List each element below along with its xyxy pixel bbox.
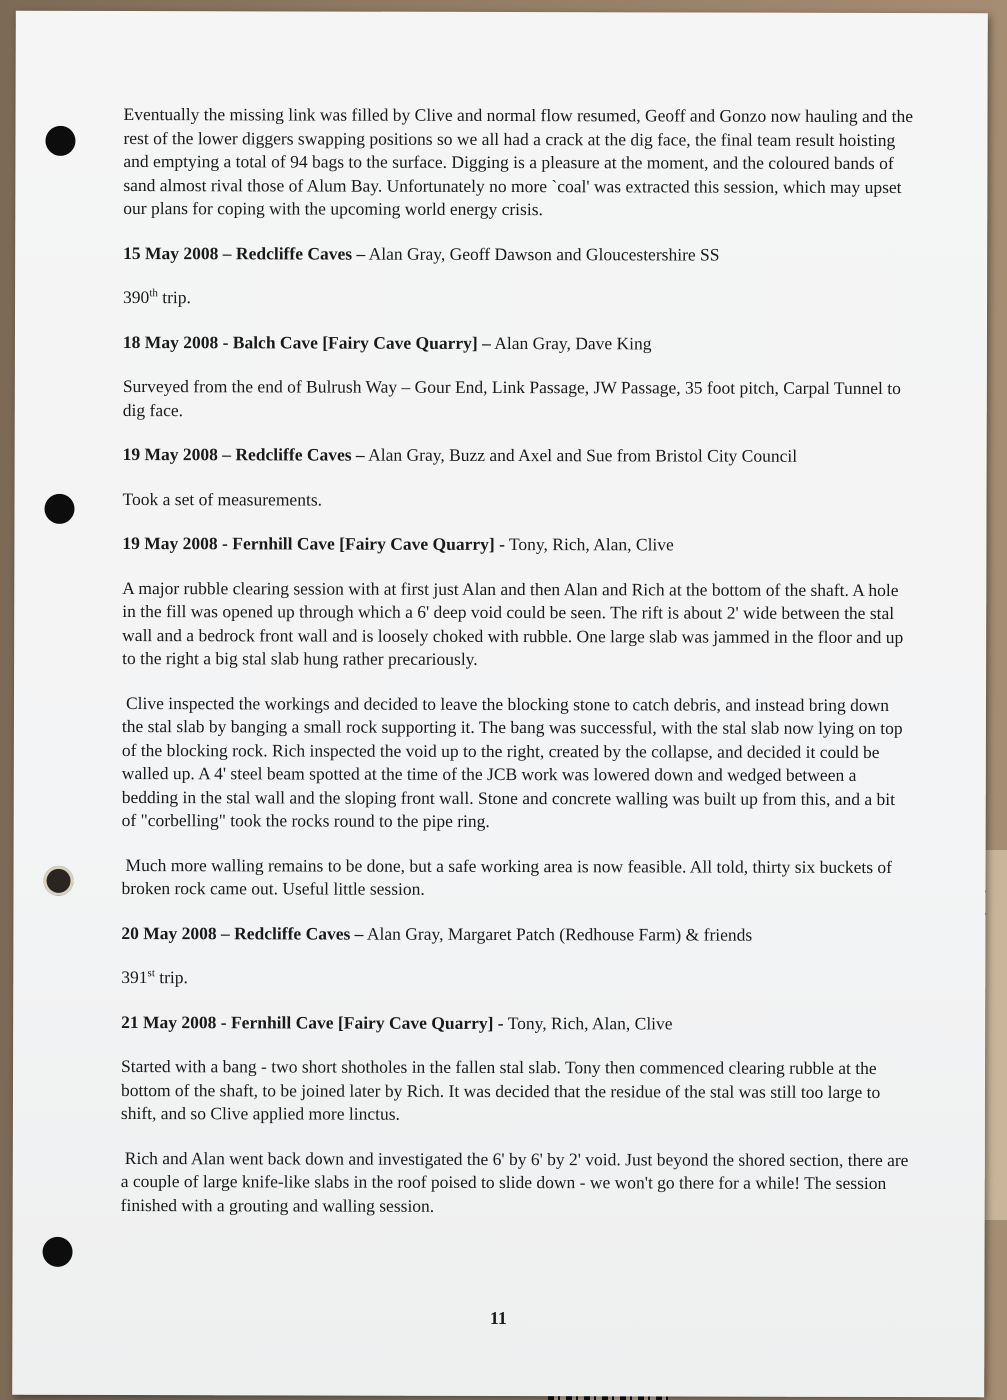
trip-number: 390	[123, 287, 150, 308]
entry-heading-bold: 21 May 2008 - Fernhill Cave [Fairy Cave Quarry] -	[121, 1011, 504, 1033]
ordinal-suffix: st	[147, 967, 155, 980]
paragraph: Started with a bang - two short shotholes in the fallen stal slab. Tony then commenced clearing rubble at the bottom of the shaft, to be joined later by Rich. It was decided that the residue of the stal was still too large to shift, and so Clive applied more linctus.	[120, 1056, 881, 1124]
paragraph: Rich and Alan went back down and investigated the 6' by 6' by 2' void. Just beyond the shored section, there are a couple of large knife-like slabs in the roof poised to slide down - we won't go there for a while! The session finished with a grouting and walling session.	[120, 1147, 909, 1216]
punch-hole	[43, 866, 73, 896]
document-body	[121, 103, 914, 1240]
ordinal-suffix: th	[149, 287, 158, 300]
entry-heading	[121, 1011, 911, 1037]
document-page	[12, 11, 988, 1398]
trip-word: trip.	[154, 967, 188, 988]
entry-heading-bold: 19 May 2008 - Fernhill Cave [Fairy Cave Quarry] -	[122, 533, 505, 555]
paragraph: Took a set of measurements.	[122, 488, 323, 510]
paragraph: Clive inspected the workings and decided to leave the blocking stone to catch debris, and instead bring down the stal slab by banging a small rock supporting it. The bang was successful, with the stal slab now lying on top of the blocking rock. Rich inspected the void up to the right, created by the collapse, and decided it could be walled up. A 4' steel beam spotted at the time of the JCB work was lowered down and wedged between a bedding in the stal wall and the sloping front wall. Stone and concrete walling was built up from this, and a bit of "corbelling" took the rocks round to the pipe ring.	[121, 692, 903, 831]
entry-heading	[122, 532, 912, 558]
trip-count	[121, 966, 911, 992]
trip-word: trip.	[157, 287, 191, 308]
entry-heading-people: Alan Gray, Dave King	[490, 332, 652, 353]
entry-heading	[123, 331, 913, 357]
entry-heading-bold: 20 May 2008 – Redcliffe Caves –	[121, 922, 364, 944]
punch-hole	[44, 494, 74, 524]
paragraph: Eventually the missing link was filled by Clive and normal flow resumed, Geoff and Gonzo now hauling and the rest of the lower diggers swapping positions so we all had a crack at the dig face, the final team result hoisting and emptying a total of 94 bags to the surface. Digging is a pleasure at the moment, and the coloured bands of sand almost rival those of Alum Bay. Unfortunately no more `coal' was extracted this session, which may upset our plans for coping with the upcoming world energy crisis.	[123, 104, 914, 220]
entry-heading-people: Alan Gray, Buzz and Axel and Sue from Bristol City Council	[364, 444, 798, 466]
entry-heading-bold: 19 May 2008 – Redcliffe Caves –	[122, 444, 365, 465]
entry-heading-bold: 18 May 2008 - Balch Cave [Fairy Cave Quarry] –	[122, 331, 491, 353]
paragraph: Surveyed from the end of Bulrush Way – Gour End, Link Passage, JW Passage, 35 foot pitch, Carpal Tunnel to dig face.	[122, 376, 901, 420]
paragraph: Much more walling remains to be done, but a safe working area is now feasible. All told, thirty six buckets of broken rock came out. Useful little session.	[121, 854, 893, 899]
punch-hole	[43, 1237, 73, 1267]
entry-heading-people: Alan Gray, Geoff Dawson and Gloucestershire SS	[365, 243, 720, 265]
paragraph: A major rubble clearing session with at first just Alan and then Alan and Rich at the bottom of the shaft. A hole in the fill was opened up through which a 6' deep void could be seen. The rift is about 2' wide between the stal wall and a bedrock front wall and is loosely choked with rubble. One large slab was jammed in the floor and up to the right a big stal slab hung rather precariously.	[122, 577, 904, 669]
entry-heading	[121, 922, 911, 948]
entry-heading-bold: 15 May 2008 – Redcliffe Caves –	[123, 242, 366, 264]
trip-count	[123, 286, 913, 312]
entry-heading-people: Tony, Rich, Alan, Clive	[503, 1012, 673, 1033]
page-number: 11	[489, 1307, 507, 1329]
entry-heading-people: Tony, Rich, Alan, Clive	[504, 534, 674, 555]
entry-heading	[123, 242, 913, 268]
trip-number: 391	[121, 967, 148, 988]
punch-hole	[45, 126, 75, 156]
entry-heading-people: Alan Gray, Margaret Patch (Redhouse Farm) & friends	[363, 923, 753, 945]
entry-heading	[123, 443, 913, 469]
